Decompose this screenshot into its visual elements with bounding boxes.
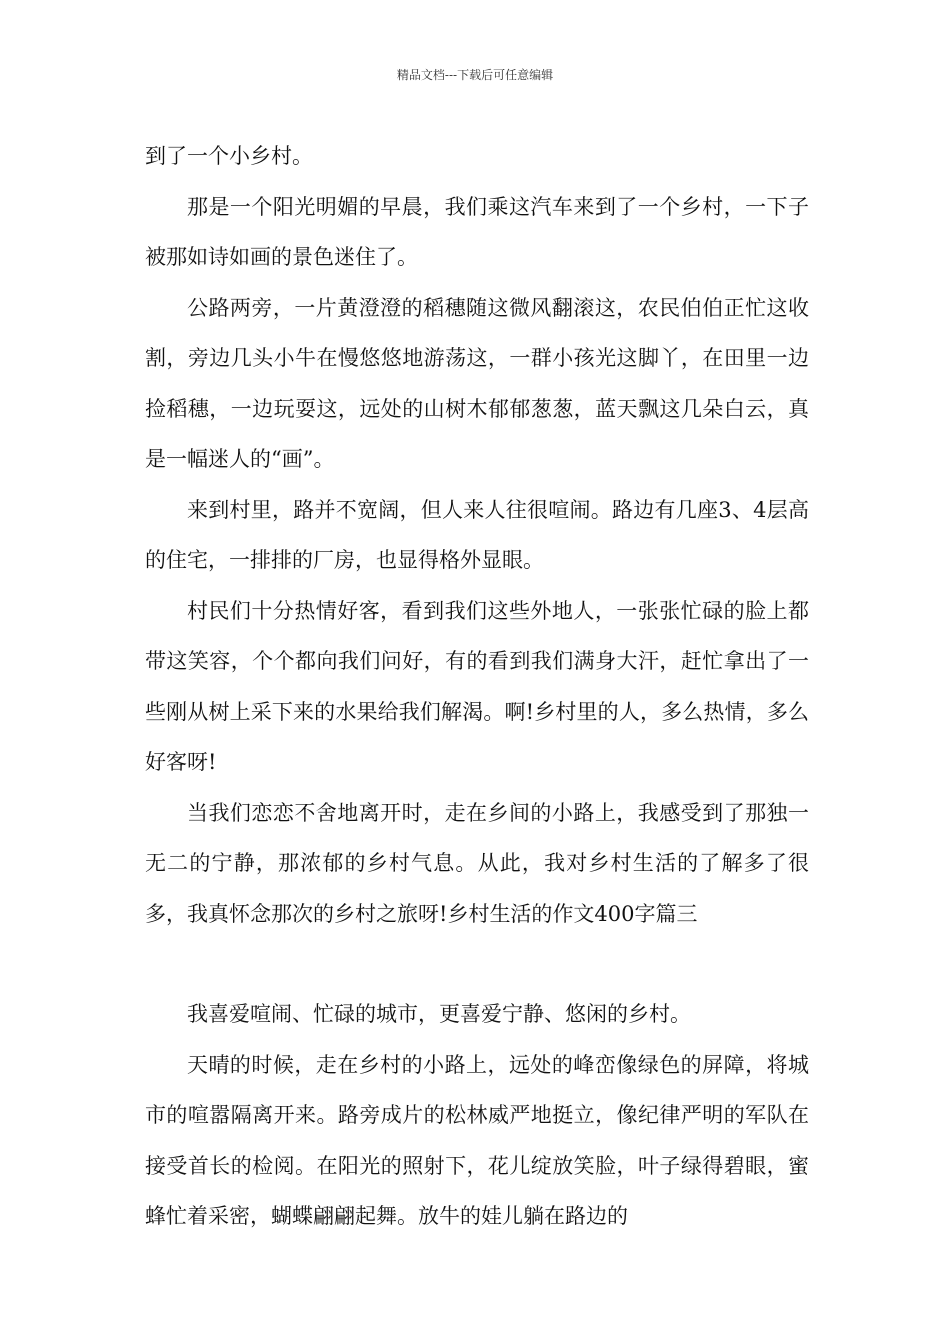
paragraph-gap xyxy=(145,939,809,989)
document-body xyxy=(145,131,809,1242)
paragraph-7: 我喜爱喧闹、忙碌的城市，更喜爱宁静、悠闲的乡村。 xyxy=(187,1002,691,1026)
paragraph-8: 天晴的时候，走在乡村的小路上，远处的峰峦像绿色的屏障，将城市的喧嚣隔离开来。路旁成片的松林威严地挺立，像纪律严明的军队在接受首长的检阅。在阳光的照射下，花儿绽放笑脸，叶子绿得碧眼，蜜蜂忙着采密，蝴蝶翩翩起舞。放牛的娃儿躺在路边的 xyxy=(145,1052,809,1228)
paragraph-4: 来到村里，路并不宽阔，但人来人往很喧闹。路边有几座3、4层高的住宅，一排排的厂房，也显得格外显眼。 xyxy=(145,497,809,572)
paragraph-6: 当我们恋恋不舍地离开时，走在乡间的小路上，我感受到了那独一无二的宁静，那浓郁的乡村气息。从此，我对乡村生活的了解多了很多，我真怀念那次的乡村之旅呀!乡村生活的作文400字篇三 xyxy=(145,800,809,926)
page-header: 精品文档---下载后可任意编辑 xyxy=(396,68,554,82)
paragraph-1: 到了一个小乡村。 xyxy=(145,144,313,168)
paragraph-2: 那是一个阳光明媚的早晨，我们乘这汽车来到了一个乡村，一下子被那如诗如画的景色迷住了。 xyxy=(145,194,809,269)
paragraph-3: 公路两旁，一片黄澄澄的稻穗随这微风翻滚这，农民伯伯正忙这收割，旁边几头小牛在慢悠悠地游荡这，一群小孩光这脚丫，在田里一边捡稻穗，一边玩耍这，远处的山树木郁郁葱葱，蓝天飘这几朵白云，真是一幅迷人的“画”。 xyxy=(145,295,809,471)
paragraph-5: 村民们十分热情好客，看到我们这些外地人，一张张忙碌的脸上都带这笑容，个个都向我们问好，有的看到我们满身大汗，赶忙拿出了一些刚从树上采下来的水果给我们解渴。啊!乡村里的人，多么热情，多么好客呀! xyxy=(145,598,809,774)
